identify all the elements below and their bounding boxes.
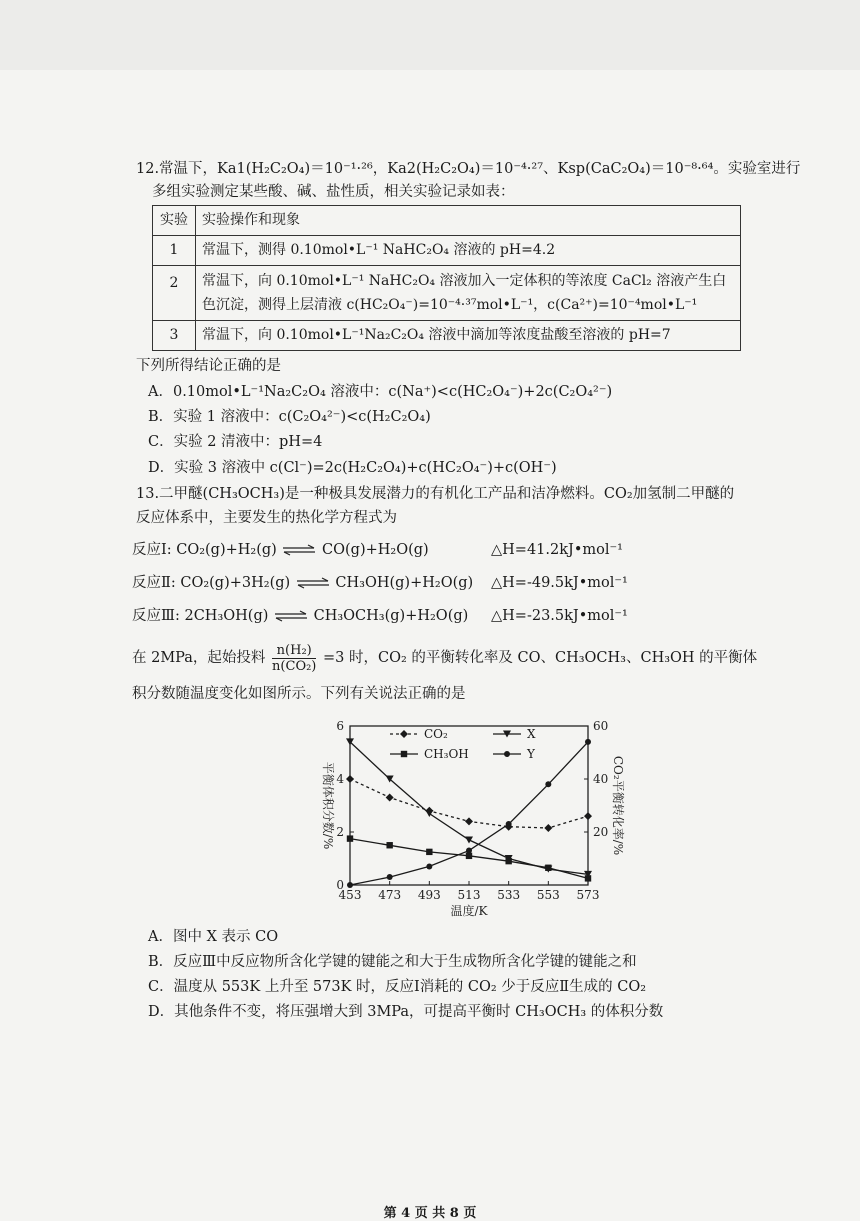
page-footer: 第 4 页 共 8 页 <box>383 1206 477 1221</box>
q12-stem-line-1: 12.常温下，Ka1(H₂C₂O₄)＝10⁻¹·²⁶，Ka2(H₂C₂O₄)＝10⁻⁴·²⁷、Ksp(CaC₂O₄)＝10⁻⁸·⁶⁴。实验室进行 <box>136 161 801 177</box>
reaction-3-enthalpy: △H=-23.5kJ•mol⁻¹ <box>491 608 628 624</box>
data-point-y <box>426 863 432 869</box>
reaction-label: 反应Ⅱ: <box>132 575 176 591</box>
reaction-products: CH₃OH(g)+H₂O(g) <box>335 575 474 591</box>
experiment-number: 1 <box>153 236 196 266</box>
x-tick-label: 493 <box>417 888 441 902</box>
reaction-label: 反应Ⅰ: <box>132 542 172 558</box>
data-point-y <box>347 882 353 888</box>
reaction-2 <box>132 573 473 593</box>
y-left-tick-label: 0 <box>336 878 344 892</box>
x-tick-label: 573 <box>576 888 600 902</box>
scan-top-band <box>0 0 860 70</box>
table-row <box>153 236 741 266</box>
reaction-3 <box>132 606 468 626</box>
y-right-tick-label: 60 <box>593 719 609 733</box>
data-point-co <box>584 812 592 820</box>
y-left-tick-label: 4 <box>336 772 344 786</box>
data-point-choh <box>386 842 392 848</box>
data-point-choh <box>585 875 591 881</box>
y-left-tick-label: 6 <box>336 719 344 733</box>
q13-option-d: D．其他条件不变，将压强增大到 3MPa，可提高平衡时 CH₃OCH₃ 的体积分数 <box>148 1004 664 1020</box>
y-left-tick-label: 2 <box>336 825 344 839</box>
table-header-cell: 实验 <box>153 206 196 236</box>
q13-condition-line <box>132 640 757 676</box>
legend-label-y: Y <box>527 747 535 761</box>
q13-option-b: B．反应Ⅲ中反应物所含化学键的键能之和大于生成物所含化学键的键能之和 <box>148 954 637 970</box>
q12-option-a: A．0.10mol•L⁻¹Na₂C₂O₄ 溶液中：c(Na⁺)<c(HC₂O₄⁻)+2c(C₂O₄²⁻) <box>148 384 613 400</box>
data-point-co <box>465 817 473 825</box>
fraction-numerator: n(H₂) <box>272 643 316 659</box>
equilibrium-chart <box>300 708 630 923</box>
data-point-y <box>466 848 472 854</box>
experiment-table <box>152 205 741 351</box>
legend-label-x: X <box>527 727 536 741</box>
x-axis-label: 温度/K <box>450 904 488 918</box>
data-point-co <box>386 794 394 802</box>
experiment-description: 常温下，向 0.10mol•L⁻¹ NaHC₂O₄ 溶液加入一定体积的等浓度 CaCl₂ 溶液产生白色沉淀，测得上层清液 c(HC₂O₄⁻)=10⁻⁴·³⁷mol•L⁻¹，c(Ca²⁺)=10⁻⁴mol•L⁻¹ <box>196 266 741 321</box>
legend-marker-choh <box>401 751 407 757</box>
experiment-description: 常温下，测得 0.10mol•L⁻¹ NaHC₂O₄ 溶液的 pH=4.2 <box>196 236 741 266</box>
data-point-choh <box>347 835 353 841</box>
reaction-reactants: CO₂(g)+3H₂(g) <box>180 575 291 591</box>
data-point-choh <box>466 853 472 859</box>
plot-frame <box>350 726 588 885</box>
x-tick-label: 453 <box>338 888 362 902</box>
condition-prefix: 在 2MPa，起始投料 <box>132 650 266 666</box>
feed-ratio-fraction <box>272 643 316 674</box>
x-tick-label: 553 <box>536 888 560 902</box>
reaction-products: CO(g)+H₂O(g) <box>322 542 429 558</box>
y-right-tick-label: 40 <box>593 772 609 786</box>
table-row <box>153 321 741 351</box>
q12-option-d: D．实验 3 溶液中 c(Cl⁻)=2c(H₂C₂O₄)+c(HC₂O₄⁻)+c(OH⁻) <box>148 460 557 476</box>
data-point-y <box>585 739 591 745</box>
x-tick-label: 533 <box>497 888 521 902</box>
data-point-choh <box>545 865 551 871</box>
reaction-reactants: CO₂(g)+H₂(g) <box>176 542 277 558</box>
reaction-products: CH₃OCH₃(g)+H₂O(g) <box>313 608 469 624</box>
reaction-2-enthalpy: △H=-49.5kJ•mol⁻¹ <box>491 575 628 591</box>
table-row <box>153 266 741 321</box>
q12-prompt: 下列所得结论正确的是 <box>136 358 281 374</box>
reaction-reactants: 2CH₃OH(g) <box>184 608 269 624</box>
table-header-cell: 实验操作和现象 <box>196 206 741 236</box>
y-left-axis-label: 平衡体积分数/% <box>321 761 335 850</box>
equilibrium-arrow-icon <box>282 544 316 556</box>
equilibrium-arrow-icon <box>274 610 308 622</box>
y-right-tick-label: 20 <box>593 825 609 839</box>
q12-option-c: C．实验 2 清液中：pH=4 <box>148 434 323 450</box>
legend-label-co: CO₂ <box>424 727 448 741</box>
series-line-y <box>350 742 588 885</box>
data-point-choh <box>426 849 432 855</box>
data-point-co <box>346 775 354 783</box>
q13-condition-line-2: 积分数随温度变化如图所示。下列有关说法正确的是 <box>132 686 466 702</box>
reaction-1 <box>132 540 429 560</box>
y-right-axis-label: CO₂平衡转化率/% <box>611 755 625 856</box>
q12-stem-line-2: 多组实验测定某些酸、碱、盐性质，相关实验记录如表： <box>152 184 515 200</box>
data-point-x <box>465 836 473 843</box>
condition-suffix: =3 时，CO₂ 的平衡转化率及 CO、CH₃OCH₃、CH₃OH 的平衡体 <box>323 650 758 666</box>
reaction-label: 反应Ⅲ: <box>132 608 180 624</box>
q13-option-c: C．温度从 553K 上升至 573K 时，反应Ⅰ消耗的 CO₂ 少于反应Ⅱ生成的 CO₂ <box>148 979 647 995</box>
data-point-y <box>387 874 393 880</box>
q13-stem-line-1: 13.二甲醚(CH₃OCH₃)是一种极具发展潜力的有机化工产品和洁净燃料。CO₂加氢制二甲醚的 <box>136 486 735 502</box>
fraction-denominator: n(CO₂) <box>272 658 317 674</box>
experiment-number: 2 <box>153 266 196 321</box>
data-point-y <box>506 821 512 827</box>
data-point-co <box>544 824 552 832</box>
legend-marker-co <box>400 730 408 738</box>
legend-marker-y <box>504 751 510 757</box>
reaction-1-enthalpy: △H=41.2kJ•mol⁻¹ <box>491 542 623 558</box>
data-point-y <box>545 781 551 787</box>
q13-stem-line-2: 反应体系中，主要发生的热化学方程式为 <box>136 510 397 526</box>
q12-option-b: B．实验 1 溶液中：c(C₂O₄²⁻)<c(H₂C₂O₄) <box>148 409 431 425</box>
table-header-row <box>153 206 741 236</box>
x-tick-label: 513 <box>457 888 481 902</box>
experiment-description: 常温下，向 0.10mol•L⁻¹Na₂C₂O₄ 溶液中滴加等浓度盐酸至溶液的 pH=7 <box>196 321 741 351</box>
legend-label-choh: CH₃OH <box>424 747 469 761</box>
x-tick-label: 473 <box>378 888 402 902</box>
experiment-number: 3 <box>153 321 196 351</box>
q13-option-a: A．图中 X 表示 CO <box>148 929 279 945</box>
data-point-choh <box>505 858 511 864</box>
equilibrium-arrow-icon <box>296 577 330 589</box>
